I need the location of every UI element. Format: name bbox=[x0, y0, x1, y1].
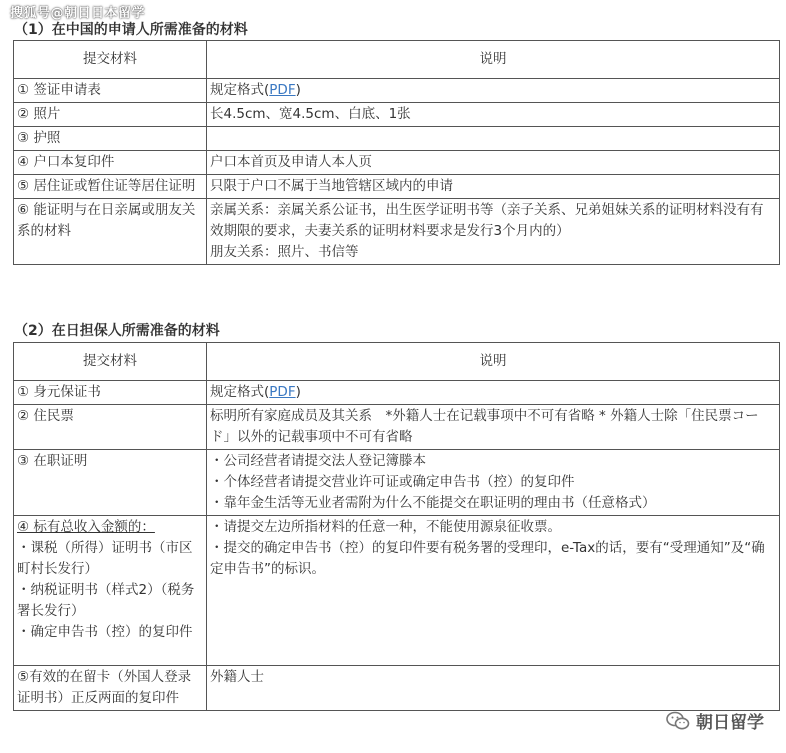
guarantor-materials-table bbox=[13, 342, 780, 711]
material-cell: ① 签证申请表 bbox=[14, 79, 207, 103]
material-cell: ⑤有效的在留卡（外国人登录证明书）正反两面的复印件 bbox=[14, 666, 207, 711]
header-description: 说明 bbox=[207, 343, 780, 381]
table-row bbox=[14, 127, 780, 151]
table-row bbox=[14, 450, 780, 516]
table-row bbox=[14, 666, 780, 711]
material-cell: ③ 护照 bbox=[14, 127, 207, 151]
description-cell bbox=[207, 199, 780, 265]
material-cell: ⑥ 能证明与在日亲属或朋友关系的材料 bbox=[14, 199, 207, 265]
section-title-applicant: （1）在中国的申请人所需准备的材料 bbox=[14, 22, 248, 38]
table-row bbox=[14, 516, 780, 666]
material-cell: ③ 在职证明 bbox=[14, 450, 207, 516]
material-line: ・课税（所得）证明书（市区町村长发行） bbox=[17, 540, 193, 577]
description-cell: 外籍人士 bbox=[207, 666, 780, 711]
description-line: ・个体经营者请提交营业许可证或确定申告书（控）的复印件 bbox=[210, 474, 575, 490]
description-line: ・提交的确定申告书（控）的复印件要有税务署的受理印，e-Tax的话，要有“受理通知”及“确定申告书”的标识。 bbox=[210, 540, 765, 577]
footer-brand bbox=[666, 708, 764, 733]
description-cell: 规定格式(PDF) bbox=[207, 381, 780, 405]
table-row bbox=[14, 103, 780, 127]
material-cell: ④ 户口本复印件 bbox=[14, 151, 207, 175]
description-cell bbox=[207, 127, 780, 151]
description-cell bbox=[207, 450, 780, 516]
description-cell: 规定格式(PDF) bbox=[207, 79, 780, 103]
section-title-guarantor: （2）在日担保人所需准备的材料 bbox=[14, 323, 220, 339]
header-materials: 提交材料 bbox=[14, 41, 207, 79]
material-cell: ② 照片 bbox=[14, 103, 207, 127]
material-heading: ④ 标有总收入金额的： bbox=[17, 519, 155, 535]
watermark: 搜狐号@朝日日本留学 bbox=[10, 6, 146, 21]
description-line: ・靠年金生活等无业者需附为什么不能提交在职证明的理由书（任意格式） bbox=[210, 495, 656, 511]
table-row bbox=[14, 79, 780, 103]
description-cell: 户口本首页及申请人本人页 bbox=[207, 151, 780, 175]
description-cell: 长4.5cm、宽4.5cm、白底、1张 bbox=[207, 103, 780, 127]
applicant-materials-table bbox=[13, 40, 780, 265]
description-cell: 标明所有家庭成员及其关系 *外籍人士在记载事项中不可有省略 * 外籍人士除「住民票コード」以外的记载事项中不可有省略 bbox=[207, 405, 780, 450]
material-cell bbox=[14, 516, 207, 666]
table-row bbox=[14, 151, 780, 175]
header-description: 说明 bbox=[207, 41, 780, 79]
description-line: 亲属关系：亲属关系公证书，出生医学证明书等（亲子关系、兄弟姐妹关系的证明材料没有有效期限的要求，夫妻关系的证明材料要求是发行3个月内的） bbox=[210, 202, 764, 239]
brand-name: 朝日留学 bbox=[696, 713, 764, 733]
description-line: 朋友关系：照片、书信等 bbox=[210, 244, 359, 260]
pdf-link[interactable]: PDF bbox=[269, 82, 296, 98]
table-row bbox=[14, 175, 780, 199]
description-line: ・公司经营者请提交法人登记簿滕本 bbox=[210, 453, 426, 469]
material-cell: ⑤ 居住证或暂住证等居住证明 bbox=[14, 175, 207, 199]
description-cell: 只限于户口不属于当地管辖区域内的申请 bbox=[207, 175, 780, 199]
table-row bbox=[14, 199, 780, 265]
material-line: ・确定申告书（控）的复印件 bbox=[17, 624, 193, 640]
material-cell: ① 身元保证书 bbox=[14, 381, 207, 405]
table-header-row bbox=[14, 41, 780, 79]
table-row bbox=[14, 381, 780, 405]
wechat-icon bbox=[666, 711, 690, 731]
description-cell bbox=[207, 516, 780, 666]
description-line: ・请提交左边所指材料的任意一种，不能使用源泉征收票。 bbox=[210, 519, 561, 535]
table-row bbox=[14, 405, 780, 450]
header-materials: 提交材料 bbox=[14, 343, 207, 381]
material-cell: ② 住民票 bbox=[14, 405, 207, 450]
table-header-row bbox=[14, 343, 780, 381]
material-line: ・纳税证明书（样式2）（税务署长发行） bbox=[17, 582, 195, 619]
pdf-link[interactable]: PDF bbox=[269, 384, 296, 400]
